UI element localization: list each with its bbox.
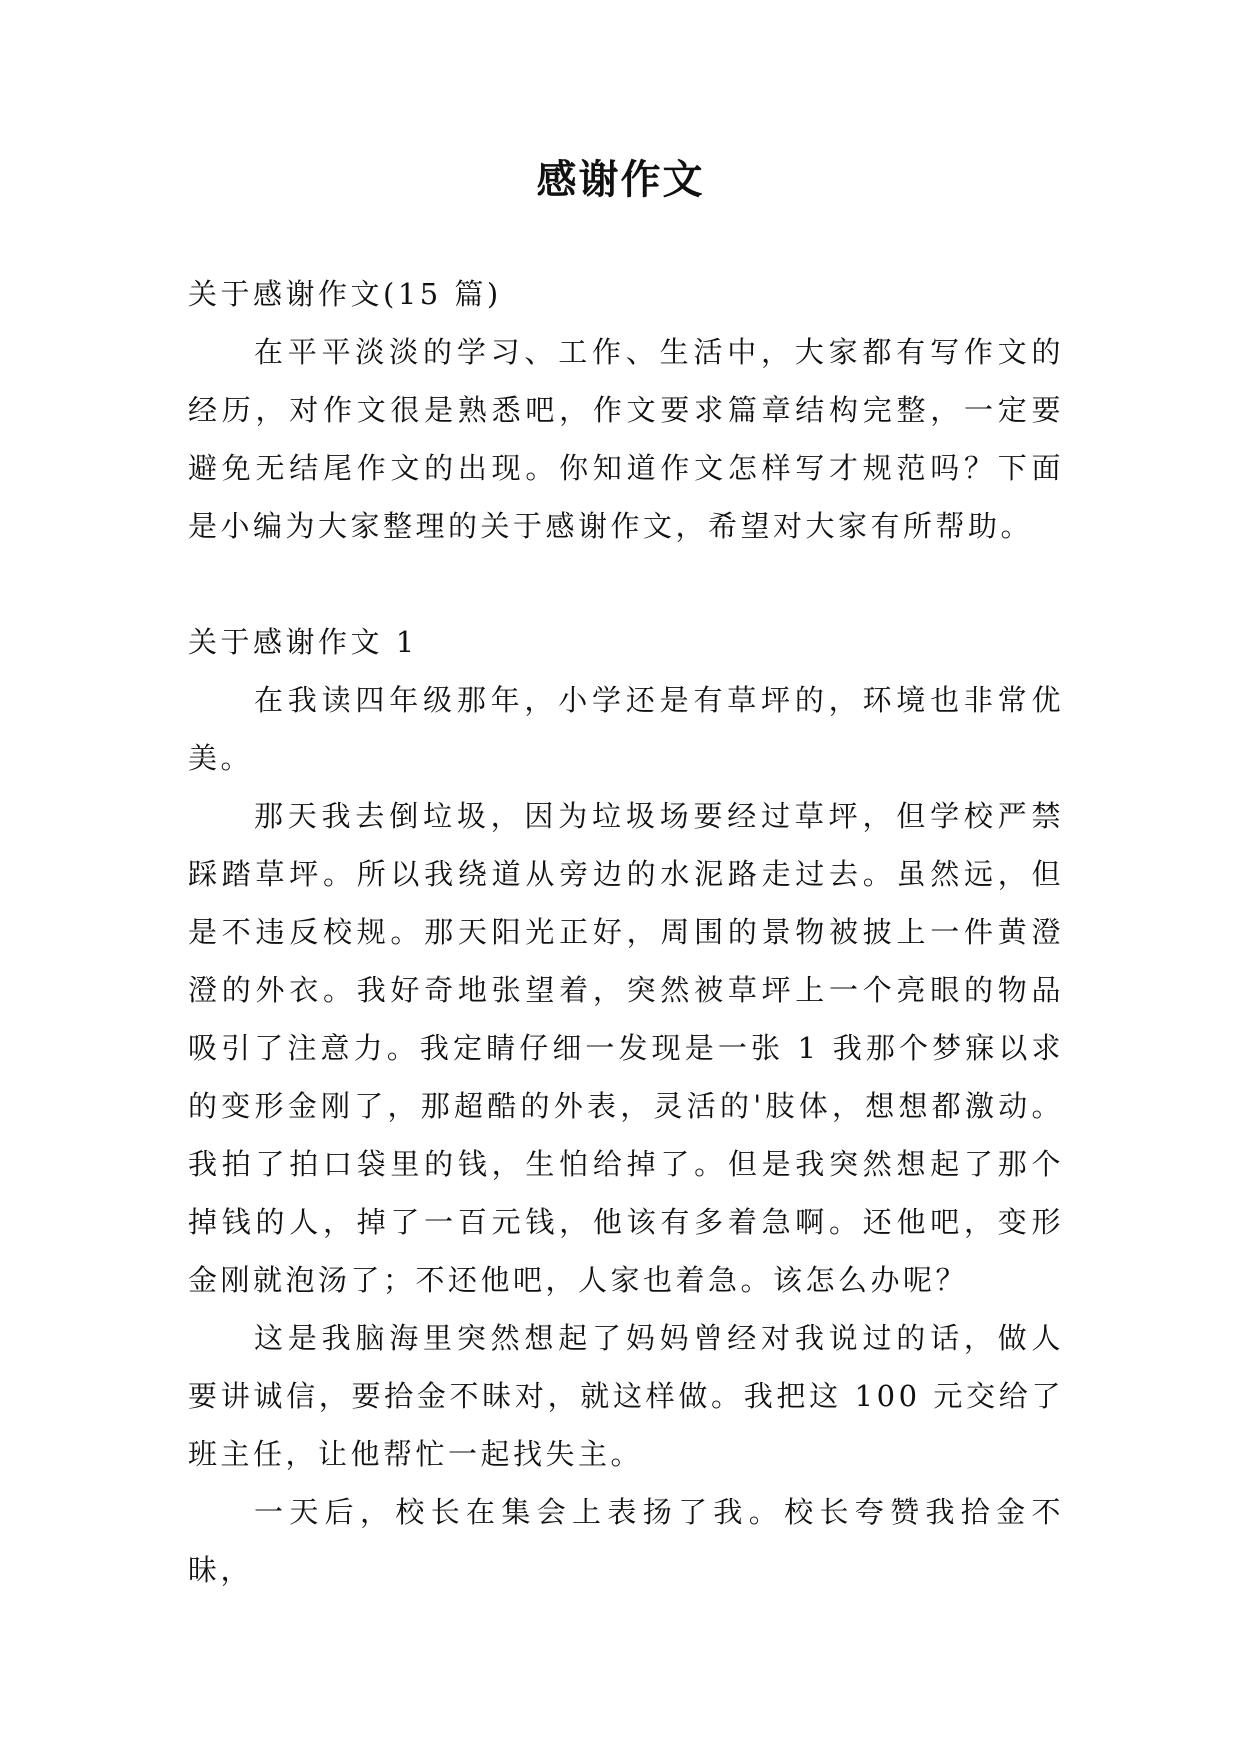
section-heading: 关于感谢作文 1 xyxy=(188,625,418,659)
document-title: 感谢作文 xyxy=(536,157,705,203)
intro-paragraph: 在平平淡淡的学习、工作、生活中，大家都有写作文的经历，对作文很是熟悉吧，作文要求篇章结构完整，一定要避免无结尾作文的出现。你知道作文怎样写才规范吗？下面是小编为大家整理的关于感谢作文，希望对大家有所帮助。 xyxy=(188,335,1064,543)
body-paragraph: 那天我去倒垃圾，因为垃圾场要经过草坪，但学校严禁踩踏草坪。所以我绕道从旁边的水泥路走过去。虽然远，但是不违反校规。那天阳光正好，周围的景物被披上一件黄澄澄的外衣。我好奇地张望着，突然被草坪上一个亮眼的物品吸引了注意力。我定睛仔细一发现是一张 1 我那个梦寐以求的变形金刚了，那超酷的外表，灵活的'肢体，想想都激动。我拍了拍口袋里的钱，生怕给掉了。但是我突然想起了那个掉钱的人，掉了一百元钱，他该有多着急啊。还他吧，变形金刚就泡汤了；不还他吧，人家也着急。该怎么办呢？ xyxy=(188,799,1064,1297)
intro-heading: 关于感谢作文(15 篇) xyxy=(188,277,502,311)
body-paragraph: 在我读四年级那年，小学还是有草坪的，环境也非常优美。 xyxy=(188,683,1064,775)
body-paragraph: 一天后，校长在集会上表扬了我。校长夸赞我拾金不昧， xyxy=(188,1495,1064,1587)
document-body xyxy=(188,265,1064,1599)
section-gap xyxy=(188,555,1064,613)
body-paragraph: 这是我脑海里突然想起了妈妈曾经对我说过的话，做人要讲诚信，要拾金不昧对，就这样做。我把这 100 元交给了班主任，让他帮忙一起找失主。 xyxy=(188,1321,1064,1471)
